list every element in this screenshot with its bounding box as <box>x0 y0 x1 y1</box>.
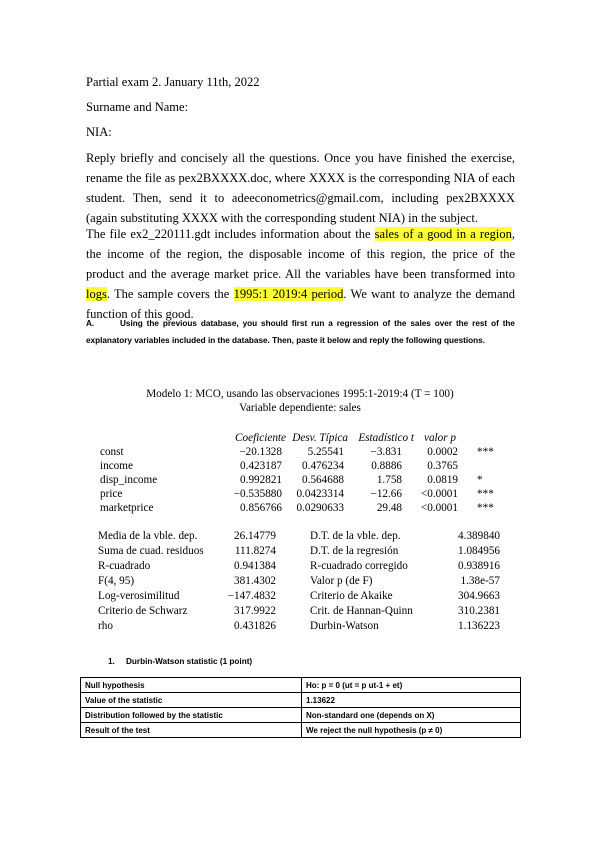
question-1-number: 1. <box>108 657 115 666</box>
row-stars: *** <box>477 488 494 500</box>
data-text-3: . The sample covers the <box>106 287 234 301</box>
highlight-sales: sales of a good in a region <box>374 227 512 241</box>
exam-title: Partial exam 2. January 11th, 2022 <box>86 75 260 89</box>
table-cell-key: Value of the statistic <box>81 693 302 708</box>
table-cell-value: Non-standard one (depends on X) <box>302 708 521 723</box>
row-se: 0.0423314 <box>296 488 344 500</box>
stat-label-left: R-cuadrado <box>98 560 151 572</box>
header-se: Desv. Típica <box>292 432 348 444</box>
stat-value-right: 1.084956 <box>458 545 500 557</box>
stat-label-left: Log-verosimilitud <box>98 590 180 602</box>
row-var-name: disp_income <box>100 474 158 486</box>
data-description-paragraph <box>86 224 515 324</box>
stat-value-left: 26.14779 <box>234 530 276 542</box>
row-p: 0.0002 <box>427 446 458 458</box>
row-p: <0.0001 <box>420 502 458 514</box>
stat-label-left: Criterio de Schwarz <box>98 605 188 617</box>
regression-dependent: Variable dependiente: sales <box>239 402 361 414</box>
stat-value-left: 0.941384 <box>234 560 276 572</box>
row-stars: *** <box>477 446 494 458</box>
section-a-letter: A. <box>86 319 95 328</box>
row-se: 0.564688 <box>302 474 344 486</box>
stat-value-right: 0.938916 <box>458 560 500 572</box>
question-1-text: Durbin-Watson statistic (1 point) <box>126 657 253 666</box>
stat-label-right: Valor p (de F) <box>310 575 373 587</box>
stat-value-right: 304.9663 <box>458 590 500 602</box>
stat-value-left: −147.4832 <box>227 590 276 602</box>
header-coef: Coeficiente <box>235 432 286 444</box>
row-t: −3.831 <box>370 446 402 458</box>
row-t: 29.48 <box>376 502 402 514</box>
stat-label-right: Crit. de Hannan-Quinn <box>310 605 413 617</box>
stat-label-left: F(4, 95) <box>98 575 135 587</box>
stat-value-left: 381.4302 <box>234 575 276 587</box>
row-t: 0.8886 <box>371 460 402 472</box>
table-cell-value: Ho: p = 0 (ut = p ut-1 + et) <box>302 678 521 693</box>
stat-label-left: Media de la vble. dep. <box>98 530 198 542</box>
row-coef: −0.535880 <box>233 488 282 500</box>
stat-label-right: D.T. de la vble. dep. <box>310 530 401 542</box>
row-t: −12.66 <box>370 488 402 500</box>
table-row <box>81 723 521 738</box>
stat-value-right: 1.38e-57 <box>460 575 500 587</box>
data-text-1: The file ex2_220111.gdt includes information about the <box>86 227 375 241</box>
table-row <box>81 693 521 708</box>
stat-label-right: D.T. de la regresión <box>310 545 399 557</box>
row-coef: 0.423187 <box>240 460 282 472</box>
table-cell-value: 1.13622 <box>302 693 521 708</box>
instructions-paragraph: Reply briefly and concisely all the questions. Once you have finished the exercise, rename the file as pex2BXXXX.doc, where XXXX is the corresponding NIA of each student. Then, send it to adeeconometrics@gmail.com, including pex2BXXXX (again substituting XXXX with the corresponding student NIA) in the subject. <box>86 151 515 225</box>
row-p: 0.0819 <box>427 474 458 486</box>
row-se: 5.25541 <box>307 446 344 458</box>
surname-label: Surname and Name: <box>86 100 189 114</box>
stat-value-right: 310.2381 <box>458 605 500 617</box>
stat-value-left: 0.431826 <box>234 620 276 632</box>
row-stars: *** <box>477 502 494 514</box>
row-coef: 0.856766 <box>240 502 282 514</box>
table-row <box>81 708 521 723</box>
stat-label-right: R-cuadrado corregido <box>310 560 408 572</box>
stat-label-right: Criterio de Akaike <box>310 590 393 602</box>
data-text-4: . We want to analyze the demand function of this good. <box>86 287 515 321</box>
question-1-label <box>108 657 252 666</box>
data-text-2: , the income of the region, the disposable income of this region, the price of the product and the average market price. All the variables have been transformed into <box>86 227 515 281</box>
regression-title: Modelo 1: MCO, usando las observaciones 1995:1-2019:4 (T = 100) <box>146 388 454 400</box>
stat-label-left: Suma de cuad. residuos <box>98 545 204 557</box>
row-var-name: marketprice <box>100 502 154 514</box>
durbin-watson-table <box>80 677 521 738</box>
header-t: Estadístico t <box>358 432 414 444</box>
stat-label-left: rho <box>98 620 113 632</box>
table-cell-value: We reject the null hypothesis (p ≠ 0) <box>302 723 521 738</box>
stat-value-right: 1.136223 <box>458 620 500 632</box>
table-cell-key: Null hypothesis <box>81 678 302 693</box>
row-var-name: const <box>100 446 124 458</box>
nia-label: NIA: <box>86 125 112 139</box>
highlight-period: 1995:1 2019:4 period <box>233 287 344 301</box>
table-cell-key: Result of the test <box>81 723 302 738</box>
row-p: <0.0001 <box>420 488 458 500</box>
section-a-text: Using the previous database, you should first run a regression of the sales over the rest of the explanatory variables included in the database. Then, paste it below and reply the following questions. <box>86 319 515 345</box>
stat-value-left: 111.8274 <box>234 545 276 557</box>
row-var-name: price <box>100 488 123 500</box>
stat-value-left: 317.9922 <box>234 605 276 617</box>
row-se: 0.476234 <box>302 460 344 472</box>
row-se: 0.0290633 <box>296 502 344 514</box>
row-coef: 0.992821 <box>240 474 282 486</box>
row-coef: −20.1328 <box>239 446 282 458</box>
stat-value-right: 4.389840 <box>458 530 500 542</box>
stat-label-right: Durbin-Watson <box>310 620 379 632</box>
row-stars: * <box>477 474 483 486</box>
table-row <box>81 678 521 693</box>
row-t: 1.758 <box>376 474 402 486</box>
header-p: valor p <box>424 432 457 444</box>
row-p: 0.3765 <box>427 460 458 472</box>
row-var-name: income <box>100 460 133 472</box>
table-cell-key: Distribution followed by the statistic <box>81 708 302 723</box>
highlight-logs: logs <box>86 287 107 301</box>
section-a <box>86 315 515 349</box>
